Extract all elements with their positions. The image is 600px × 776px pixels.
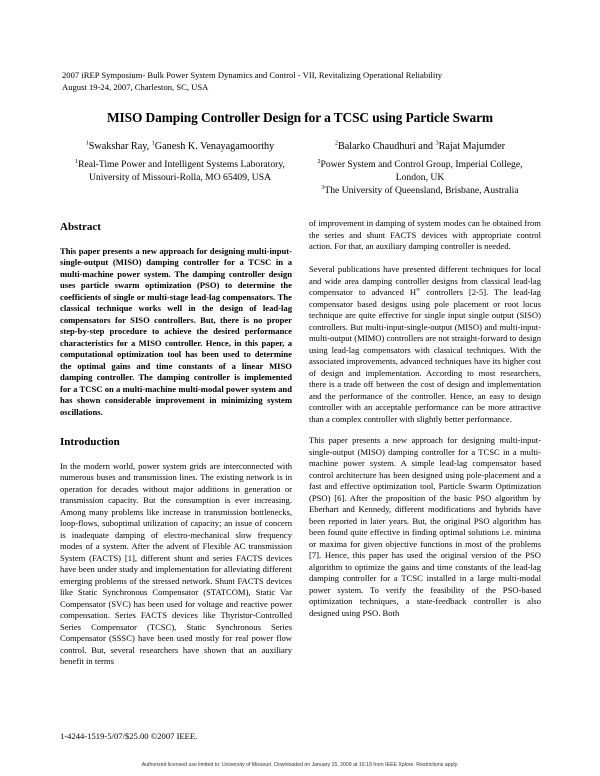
conference-date-line: August 19-24, 2007, Charleston, SC, USA xyxy=(62,82,209,92)
author-superscript: 1 xyxy=(151,140,155,147)
affiliation-line xyxy=(300,184,540,197)
right-column xyxy=(309,218,541,631)
author-superscript: 2 xyxy=(334,140,338,147)
copyright-line: 1-4244-1519-5/07/$25.00 ©2007 IEEE. xyxy=(60,731,198,741)
abstract-heading: Abstract xyxy=(60,221,101,233)
affiliation-superscript: 2 xyxy=(317,158,321,165)
author-block-left xyxy=(60,140,300,184)
body-text: controllers [2-5]. The lead-lag compensator based designs using pole placement or root locus technique are quite effective for single input single output (SISO) controllers. But multi-input-single-output (MISO) and multi-input-multi-output (MIMO) controllers are not straight-forward to design using lead-lag compensators with classical techniques. With the associated improvements, advanced techniques have its higher cost of design and implementation. According to most researchers, there is a trade off between the cost of design and implementation and the performance of the controller. Hence, an easy to design controller with an acceptable performance can be more attractive than a complex controller with slightly better performance. xyxy=(309,287,541,424)
introduction-paragraph: In the modern world, power system grids are interconnected with numerous buses and transmission lines. The existing network is in operation for decades without major additions in generation or transmission capacity. But the consumption is ever increasing. Among many problems like increase in transmission bottlenecks, loop-flows, suboptimal utilization of capacity; an issue of concern is inadequate damping of electro-mechanical slow frequency modes of a system. After the advent of Flexible AC transmission System (FACTS) [1], different shunt and series FACTS devices have been under study and implementation for alleviating different emerging problems of the stressed network. Shunt FACTS devices like Static Synchronous Compensator (STATCOM), Static Var Compensator (SVC) has been used for voltage and reactive power compensation. Series FACTS devices like Thyristor-Controlled Series Compensator (TCSC), Static Synchronous Series Compensator (SSSC) have been used mostly for real power flow control. But, several researchers have shown that an auxiliary benefit in terms xyxy=(60,460,292,666)
author-block-right xyxy=(300,140,540,197)
conference-header xyxy=(62,69,542,93)
author-superscript: 1 xyxy=(85,140,89,147)
affiliation-text: The University of Queensland, Brisbane, Australia xyxy=(324,185,519,196)
affiliation-text: Real-Time Power and Intelligent Systems Laboratory, xyxy=(78,159,285,170)
affiliation-line xyxy=(300,158,540,171)
author-superscript: 3 xyxy=(435,140,439,147)
body-paragraph: This paper presents a new approach for designing multi-input-single-output (MISO) damping controller for a TCSC in a multi-machine power system. A simple lead-lag compensator based control architecture has been designed using pole-placement and a fast and effective optimization tool, Particle Swarm Optimization (PSO) [6]. After the proposition of the basic PSO algorithm by Eberhart and Kennedy, different modifications and hybrids have been reported in later years. But, the original PSO algorithm has been found quite effective in finding optimal solutions i.e. minima or maxima for given objective functions in most of the problems [7]. Hence, this paper has used the original version of the PSO algorithm to optimize the gains and time constants of the lead-lag damping controller for a TCSC installed in a large multi-modal power system. To verify the feasibility of the PSO-based optimization techniques, a state-feedback controller is also designed using PSO. Both xyxy=(309,435,541,618)
author-name: Rajat Majumder xyxy=(438,141,506,152)
affiliation-line: London, UK xyxy=(395,172,445,183)
body-paragraph: of improvement in damping of system modes can be obtained from the series and shunt FACTS devices with appropriate control action. For that, an auxiliary damping controller is needed. xyxy=(309,218,541,251)
author-names-left xyxy=(60,140,300,153)
affiliation-superscript: 1 xyxy=(75,158,79,165)
affiliation-superscript: 3 xyxy=(321,184,325,191)
abstract-text: This paper presents a new approach for designing multi-input-single-output (MISO) damping controller for a TCSC in a multi-machine power system. The damping controller design uses particle swarm optimization (PSO) to determine the coefficients of single or multi-stage lead-lag compensators. The classical technique works well in the design of lead-lag compensators for SISO controllers. But, there is no proper step-by-step procedure to achieve the desired performance characteristics for a MISO controller. Hence, in this paper, a computational optimization tool has been used to determine the optimal gains and time constants of a linear MISO damping controller. The damping controller is implemented for a TCSC on a multi-machine multi-modal power system and has shown considerable improvement in minimizing system oscillations. xyxy=(60,245,292,417)
affiliation-text: Power System and Control Group, Imperial College, xyxy=(320,159,523,170)
affiliation-line xyxy=(60,158,300,171)
body-paragraph xyxy=(309,264,541,425)
left-column xyxy=(60,222,292,679)
conference-line: 2007 iREP Symposium- Bulk Power System Dynamics and Control - VII, Revitalizing Operational Reliability xyxy=(62,70,443,80)
infinity-superscript: ∞ xyxy=(416,287,421,294)
download-notice: Authorized licensed use limited to: University of Missouri. Downloaded on January 15, 2009 at 16:19 from IEEE Xplore. Restrictions apply. xyxy=(141,762,459,768)
author-name: Ganesh K. Venayagamoorthy xyxy=(154,141,275,152)
paper-title: MISO Damping Controller Design for a TCSC using Particle Swarm xyxy=(107,110,493,125)
author-names-right xyxy=(300,140,540,153)
author-name: Balarko Chaudhuri and xyxy=(337,141,436,152)
affiliation-line: University of Missouri-Rolla, MO 65409, USA xyxy=(88,172,271,183)
author-name: Swakshar Ray, xyxy=(88,141,152,152)
body-text: Several publications have presented different techniques for local and wide area damping controller designs from classical lead-lag compensator to advanced H xyxy=(309,264,541,297)
introduction-heading: Introduction xyxy=(60,436,120,448)
